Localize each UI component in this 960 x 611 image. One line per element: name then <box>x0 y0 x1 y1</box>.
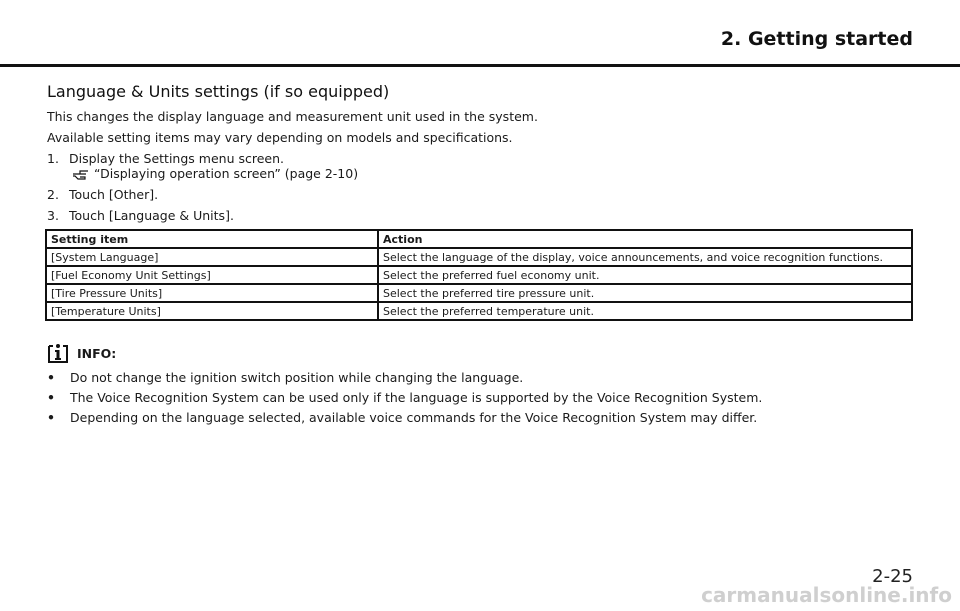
step-text: Touch [Other]. <box>69 187 159 202</box>
bullet-text: Do not change the ignition switch position while changing the language. <box>70 370 524 385</box>
page-reference-text: “Displaying operation screen” (page 2-10) <box>94 166 359 181</box>
table-header-row <box>46 230 912 248</box>
info-bullet-3 <box>47 410 757 425</box>
step-number: 3. <box>47 208 59 223</box>
bullet-marker: • <box>47 410 55 425</box>
step-text: Touch [Language & Units]. <box>69 208 234 223</box>
setting-item-cell: [Fuel Economy Unit Settings] <box>46 266 378 284</box>
step-text: Display the Settings menu screen. <box>69 151 284 166</box>
section-title: Language & Units settings (if so equipped) <box>47 82 390 101</box>
column-header-setting-item: Setting item <box>46 230 378 248</box>
action-cell: Select the preferred tire pressure unit. <box>378 284 912 302</box>
page-reference[interactable] <box>72 166 358 181</box>
table-row <box>46 248 912 266</box>
info-icon <box>47 342 69 364</box>
settings-table <box>45 229 913 321</box>
setting-item-cell: [Temperature Units] <box>46 302 378 320</box>
step-3 <box>47 208 234 223</box>
info-bullet-1 <box>47 370 523 385</box>
action-cell: Select the preferred fuel economy unit. <box>378 266 912 284</box>
setting-item-cell: [Tire Pressure Units] <box>46 284 378 302</box>
info-heading <box>47 342 116 364</box>
bullet-marker: • <box>47 370 55 385</box>
step-number: 2. <box>47 187 59 202</box>
intro-paragraph-1: This changes the display language and measurement unit used in the system. <box>47 109 538 124</box>
setting-item-cell: [System Language] <box>46 248 378 266</box>
step-1 <box>47 151 284 166</box>
action-cell: Select the preferred temperature unit. <box>378 302 912 320</box>
column-header-action: Action <box>378 230 912 248</box>
page-number: 2-25 <box>872 566 913 587</box>
table-row <box>46 284 912 302</box>
watermark: carmanualsonline.info <box>701 583 952 607</box>
bullet-text: Depending on the language selected, available voice commands for the Voice Recognition System may differ. <box>70 410 758 425</box>
header-rule <box>0 64 960 67</box>
info-bullet-2 <box>47 390 762 405</box>
bullet-marker: • <box>47 390 55 405</box>
step-2 <box>47 187 158 202</box>
action-cell: Select the language of the display, voice announcements, and voice recognition functions. <box>378 248 912 266</box>
table-row <box>46 302 912 320</box>
bullet-text: The Voice Recognition System can be used only if the language is supported by the Voice Recognition System. <box>70 390 763 405</box>
chapter-title: 2. Getting started <box>720 28 913 50</box>
info-label: INFO: <box>77 345 117 361</box>
step-number: 1. <box>47 151 59 166</box>
table-row <box>46 266 912 284</box>
pointing-hand-icon <box>72 167 90 181</box>
intro-paragraph-2: Available setting items may vary depending on models and specifications. <box>47 130 513 145</box>
